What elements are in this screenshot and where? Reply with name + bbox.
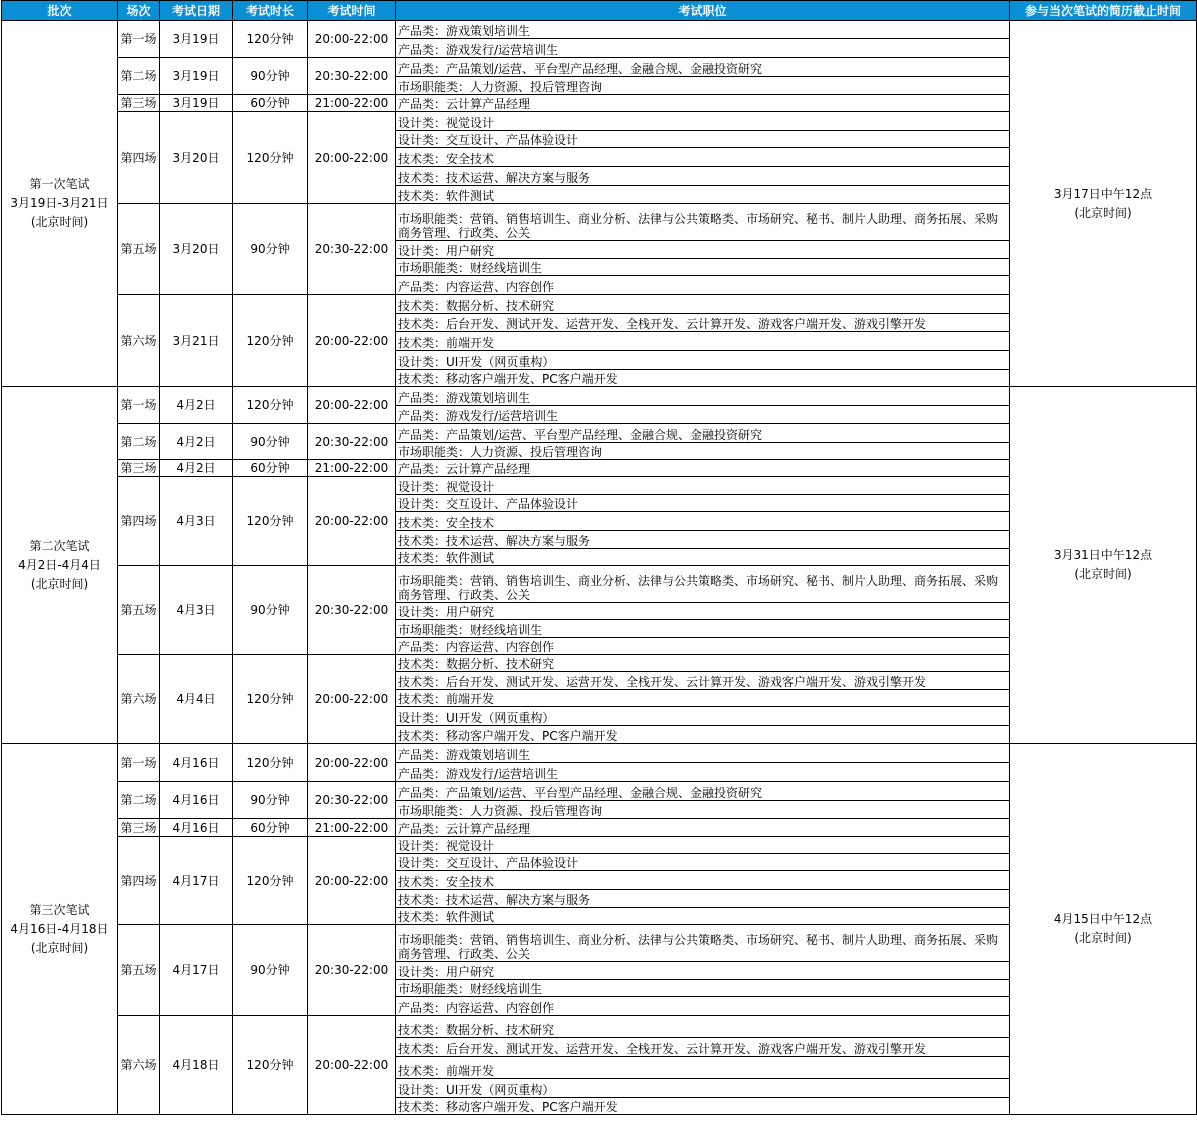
position-cell: 产品类：云计算产品经理 — [396, 95, 1010, 112]
position-cell: 产品类：游戏策划培训生 — [396, 744, 1010, 763]
exam-time: 20:00-22:00 — [308, 295, 396, 387]
exam-duration: 60分钟 — [233, 95, 308, 112]
position-cell: 产品类：游戏策划培训生 — [396, 387, 1010, 406]
exam-time: 20:00-22:00 — [308, 655, 396, 744]
position-cell: 产品类：产品策划/运营、平台型产品经理、金融合规、金融投资研究 — [396, 424, 1010, 443]
position-cell: 技术类：后台开发、测试开发、运营开发、全栈开发、云计算开发、游戏客户端开发、游戏引擎开发 — [396, 314, 1010, 332]
position-cell: 产品类：产品策划/运营、平台型产品经理、金融合规、金融投资研究 — [396, 782, 1010, 801]
exam-time: 20:30-22:00 — [308, 782, 396, 819]
position-cell: 产品类：云计算产品经理 — [396, 460, 1010, 477]
exam-time: 20:30-22:00 — [308, 424, 396, 460]
position-cell: 产品类：内容运营、内容创作 — [396, 276, 1010, 295]
exam-date: 3月20日 — [160, 112, 233, 204]
session-name: 第五场 — [118, 204, 160, 295]
exam-date: 4月2日 — [160, 424, 233, 460]
header-resume-deadline: 参与当次笔试的简历截止时间 — [1010, 1, 1197, 21]
position-cell: 产品类：云计算产品经理 — [396, 819, 1010, 837]
exam-duration: 90分钟 — [233, 424, 308, 460]
header-exam-date: 考试日期 — [160, 1, 233, 21]
exam-date: 4月16日 — [160, 819, 233, 837]
position-cell: 技术类：软件测试 — [396, 908, 1010, 925]
exam-duration: 120分钟 — [233, 744, 308, 782]
position-cell: 产品类：内容运营、内容创作 — [396, 638, 1010, 655]
exam-time: 20:00-22:00 — [308, 112, 396, 204]
position-cell: 技术类：数据分析、技术研究 — [396, 295, 1010, 314]
exam-time: 21:00-22:00 — [308, 460, 396, 477]
exam-date: 3月21日 — [160, 295, 233, 387]
exam-date: 3月19日 — [160, 95, 233, 112]
batch-label-line: 第一次笔试 — [29, 177, 90, 191]
batch-label-line: 第二次笔试 — [29, 538, 90, 553]
batch-label-line: (北京时间) — [30, 940, 89, 955]
resume-deadline-cell — [1010, 387, 1197, 744]
deadline-line: 3月31日中午12点 — [1053, 548, 1153, 562]
position-cell: 设计类：UI开发（网页重构） — [396, 707, 1010, 726]
position-cell: 技术类：技术运营、解决方案与服务 — [396, 167, 1010, 186]
position-cell: 技术类：技术运营、解决方案与服务 — [396, 531, 1010, 549]
position-cell: 设计类：交互设计、产品体验设计 — [396, 854, 1010, 871]
batch-label-line: (北京时间) — [30, 215, 89, 229]
position-cell: 设计类：UI开发（网页重构） — [396, 1079, 1010, 1098]
exam-time: 20:30-22:00 — [308, 204, 396, 295]
exam-time: 20:30-22:00 — [308, 925, 396, 1016]
position-cell: 技术类：安全技术 — [396, 512, 1010, 531]
table-row — [2, 387, 1197, 406]
session-name: 第二场 — [118, 58, 160, 95]
session-name: 第三场 — [118, 460, 160, 477]
deadline-line: (北京时间) — [1074, 205, 1132, 220]
exam-time: 20:00-22:00 — [308, 21, 396, 58]
exam-duration: 90分钟 — [233, 204, 308, 295]
position-cell: 技术类：数据分析、技术研究 — [396, 1016, 1010, 1038]
exam-duration: 120分钟 — [233, 1016, 308, 1115]
position-cell: 设计类：交互设计、产品体验设计 — [396, 495, 1010, 512]
position-cell: 设计类：视觉设计 — [396, 837, 1010, 854]
exam-duration: 90分钟 — [233, 782, 308, 819]
session-name: 第四场 — [118, 837, 160, 925]
session-name: 第三场 — [118, 95, 160, 112]
exam-date: 4月2日 — [160, 387, 233, 424]
position-cell: 产品类：游戏发行/运营培训生 — [396, 763, 1010, 782]
position-cell: 技术类：数据分析、技术研究 — [396, 655, 1010, 672]
deadline-line: 3月17日中午12点 — [1053, 186, 1153, 201]
exam-date: 4月17日 — [160, 925, 233, 1016]
header-exam-positions: 考试职位 — [396, 1, 1010, 21]
exam-date: 4月4日 — [160, 655, 233, 744]
exam-date: 4月16日 — [160, 782, 233, 819]
exam-time: 20:00-22:00 — [308, 744, 396, 782]
header-exam-time: 考试时间 — [308, 1, 396, 21]
position-cell: 技术类：移动客户端开发、PC客户端开发 — [396, 1098, 1010, 1115]
session-name: 第一场 — [118, 21, 160, 58]
exam-date: 4月3日 — [160, 477, 233, 566]
batch-cell — [2, 387, 118, 744]
session-name: 第三场 — [118, 819, 160, 837]
position-cell: 产品类：产品策划/运营、平台型产品经理、金融合规、金融投资研究 — [396, 58, 1010, 77]
position-cell: 市场职能类：财经线培训生 — [396, 980, 1010, 997]
batch-label-line: 4月2日-4月4日 — [18, 557, 101, 572]
exam-time: 20:30-22:00 — [308, 58, 396, 95]
session-name: 第四场 — [118, 477, 160, 566]
header-row — [2, 1, 1197, 21]
deadline-line: (北京时间) — [1074, 931, 1132, 945]
deadline-line: (北京时间) — [1074, 567, 1132, 581]
position-cell: 市场职能类：人力资源、投后管理咨询 — [396, 443, 1010, 460]
exam-time: 20:30-22:00 — [308, 566, 396, 655]
position-cell: 技术类：前端开发 — [396, 332, 1010, 351]
table-row — [2, 21, 1197, 39]
position-cell: 市场职能类：人力资源、投后管理咨询 — [396, 801, 1010, 819]
position-cell: 市场职能类：财经线培训生 — [396, 620, 1010, 638]
position-cell: 市场职能类：财经线培训生 — [396, 259, 1010, 276]
session-name: 第六场 — [118, 295, 160, 387]
exam-date: 4月17日 — [160, 837, 233, 925]
header-exam-duration: 考试时长 — [233, 1, 308, 21]
header-session: 场次 — [118, 1, 160, 21]
session-name: 第一场 — [118, 744, 160, 782]
table-row — [2, 744, 1197, 763]
position-cell: 设计类：用户研究 — [396, 241, 1010, 259]
position-cell: 技术类：后台开发、测试开发、运营开发、全栈开发、云计算开发、游戏客户端开发、游戏引擎开发 — [396, 1038, 1010, 1057]
exam-duration: 60分钟 — [233, 819, 308, 837]
session-name: 第六场 — [118, 1016, 160, 1115]
batch-label-line: (北京时间) — [30, 576, 89, 591]
session-name: 第二场 — [118, 424, 160, 460]
exam-time: 20:00-22:00 — [308, 837, 396, 925]
exam-time: 20:00-22:00 — [308, 477, 396, 566]
position-cell: 技术类：安全技术 — [396, 871, 1010, 890]
session-name: 第五场 — [118, 566, 160, 655]
batch-label-line: 4月16日-4月18日 — [10, 921, 109, 936]
session-name: 第五场 — [118, 925, 160, 1016]
position-cell: 市场职能类：人力资源、投后管理咨询 — [396, 77, 1010, 95]
batch-cell — [2, 744, 118, 1115]
position-cell: 设计类：视觉设计 — [396, 477, 1010, 495]
position-cell: 技术类：技术运营、解决方案与服务 — [396, 890, 1010, 908]
resume-deadline-cell — [1010, 21, 1197, 387]
exam-date: 3月20日 — [160, 204, 233, 295]
position-cell: 市场职能类：营销、销售培训生、商业分析、法律与公共策略类、市场研究、秘书、制片人助理、商务拓展、采购商务管理、行政类、公关 — [396, 566, 1010, 603]
exam-time: 20:00-22:00 — [308, 387, 396, 424]
position-cell: 技术类：后台开发、测试开发、运营开发、全栈开发、云计算开发、游戏客户端开发、游戏引擎开发 — [396, 672, 1010, 690]
position-cell: 产品类：内容运营、内容创作 — [396, 997, 1010, 1016]
position-cell: 设计类：UI开发（网页重构） — [396, 351, 1010, 370]
exam-schedule-table — [1, 0, 1197, 1115]
exam-time: 20:00-22:00 — [308, 1016, 396, 1115]
exam-duration: 120分钟 — [233, 112, 308, 204]
position-cell: 市场职能类：营销、销售培训生、商业分析、法律与公共策略类、市场研究、秘书、制片人助理、商务拓展、采购商务管理、行政类、公关 — [396, 204, 1010, 241]
exam-date: 3月19日 — [160, 58, 233, 95]
session-name: 第六场 — [118, 655, 160, 744]
batch-label-line: 第三次笔试 — [29, 902, 90, 917]
position-cell: 产品类：游戏发行/运营培训生 — [396, 406, 1010, 424]
exam-date: 4月2日 — [160, 460, 233, 477]
position-cell: 技术类：软件测试 — [396, 186, 1010, 204]
exam-duration: 90分钟 — [233, 58, 308, 95]
exam-duration: 120分钟 — [233, 295, 308, 387]
position-cell: 技术类：前端开发 — [396, 1057, 1010, 1079]
position-cell: 技术类：软件测试 — [396, 549, 1010, 566]
exam-duration: 60分钟 — [233, 460, 308, 477]
exam-date: 4月3日 — [160, 566, 233, 655]
position-cell: 设计类：用户研究 — [396, 962, 1010, 980]
exam-duration: 120分钟 — [233, 837, 308, 925]
position-cell: 设计类：视觉设计 — [396, 112, 1010, 131]
session-name: 第一场 — [118, 387, 160, 424]
header-batch: 批次 — [2, 1, 118, 21]
resume-deadline-cell — [1010, 744, 1197, 1115]
position-cell: 技术类：安全技术 — [396, 148, 1010, 167]
exam-date: 4月16日 — [160, 744, 233, 782]
exam-duration: 90分钟 — [233, 925, 308, 1016]
exam-date: 4月18日 — [160, 1016, 233, 1115]
exam-time: 21:00-22:00 — [308, 95, 396, 112]
batch-label-line: 3月19日-3月21日 — [10, 196, 109, 210]
session-name: 第四场 — [118, 112, 160, 204]
position-cell: 市场职能类：营销、销售培训生、商业分析、法律与公共策略类、市场研究、秘书、制片人助理、商务拓展、采购商务管理、行政类、公关 — [396, 925, 1010, 962]
position-cell: 产品类：游戏策划培训生 — [396, 21, 1010, 39]
position-cell: 技术类：移动客户端开发、PC客户端开发 — [396, 726, 1010, 744]
position-cell: 设计类：交互设计、产品体验设计 — [396, 131, 1010, 148]
batch-cell — [2, 21, 118, 387]
exam-duration: 120分钟 — [233, 387, 308, 424]
position-cell: 技术类：前端开发 — [396, 690, 1010, 707]
exam-date: 3月19日 — [160, 21, 233, 58]
exam-time: 21:00-22:00 — [308, 819, 396, 837]
schedule-body — [2, 21, 1197, 1115]
position-cell: 设计类：用户研究 — [396, 603, 1010, 620]
session-name: 第二场 — [118, 782, 160, 819]
exam-duration: 90分钟 — [233, 566, 308, 655]
position-cell: 技术类：移动客户端开发、PC客户端开发 — [396, 370, 1010, 387]
exam-duration: 120分钟 — [233, 21, 308, 58]
deadline-line: 4月15日中午12点 — [1053, 912, 1153, 926]
exam-duration: 120分钟 — [233, 655, 308, 744]
position-cell: 产品类：游戏发行/运营培训生 — [396, 39, 1010, 58]
exam-duration: 120分钟 — [233, 477, 308, 566]
